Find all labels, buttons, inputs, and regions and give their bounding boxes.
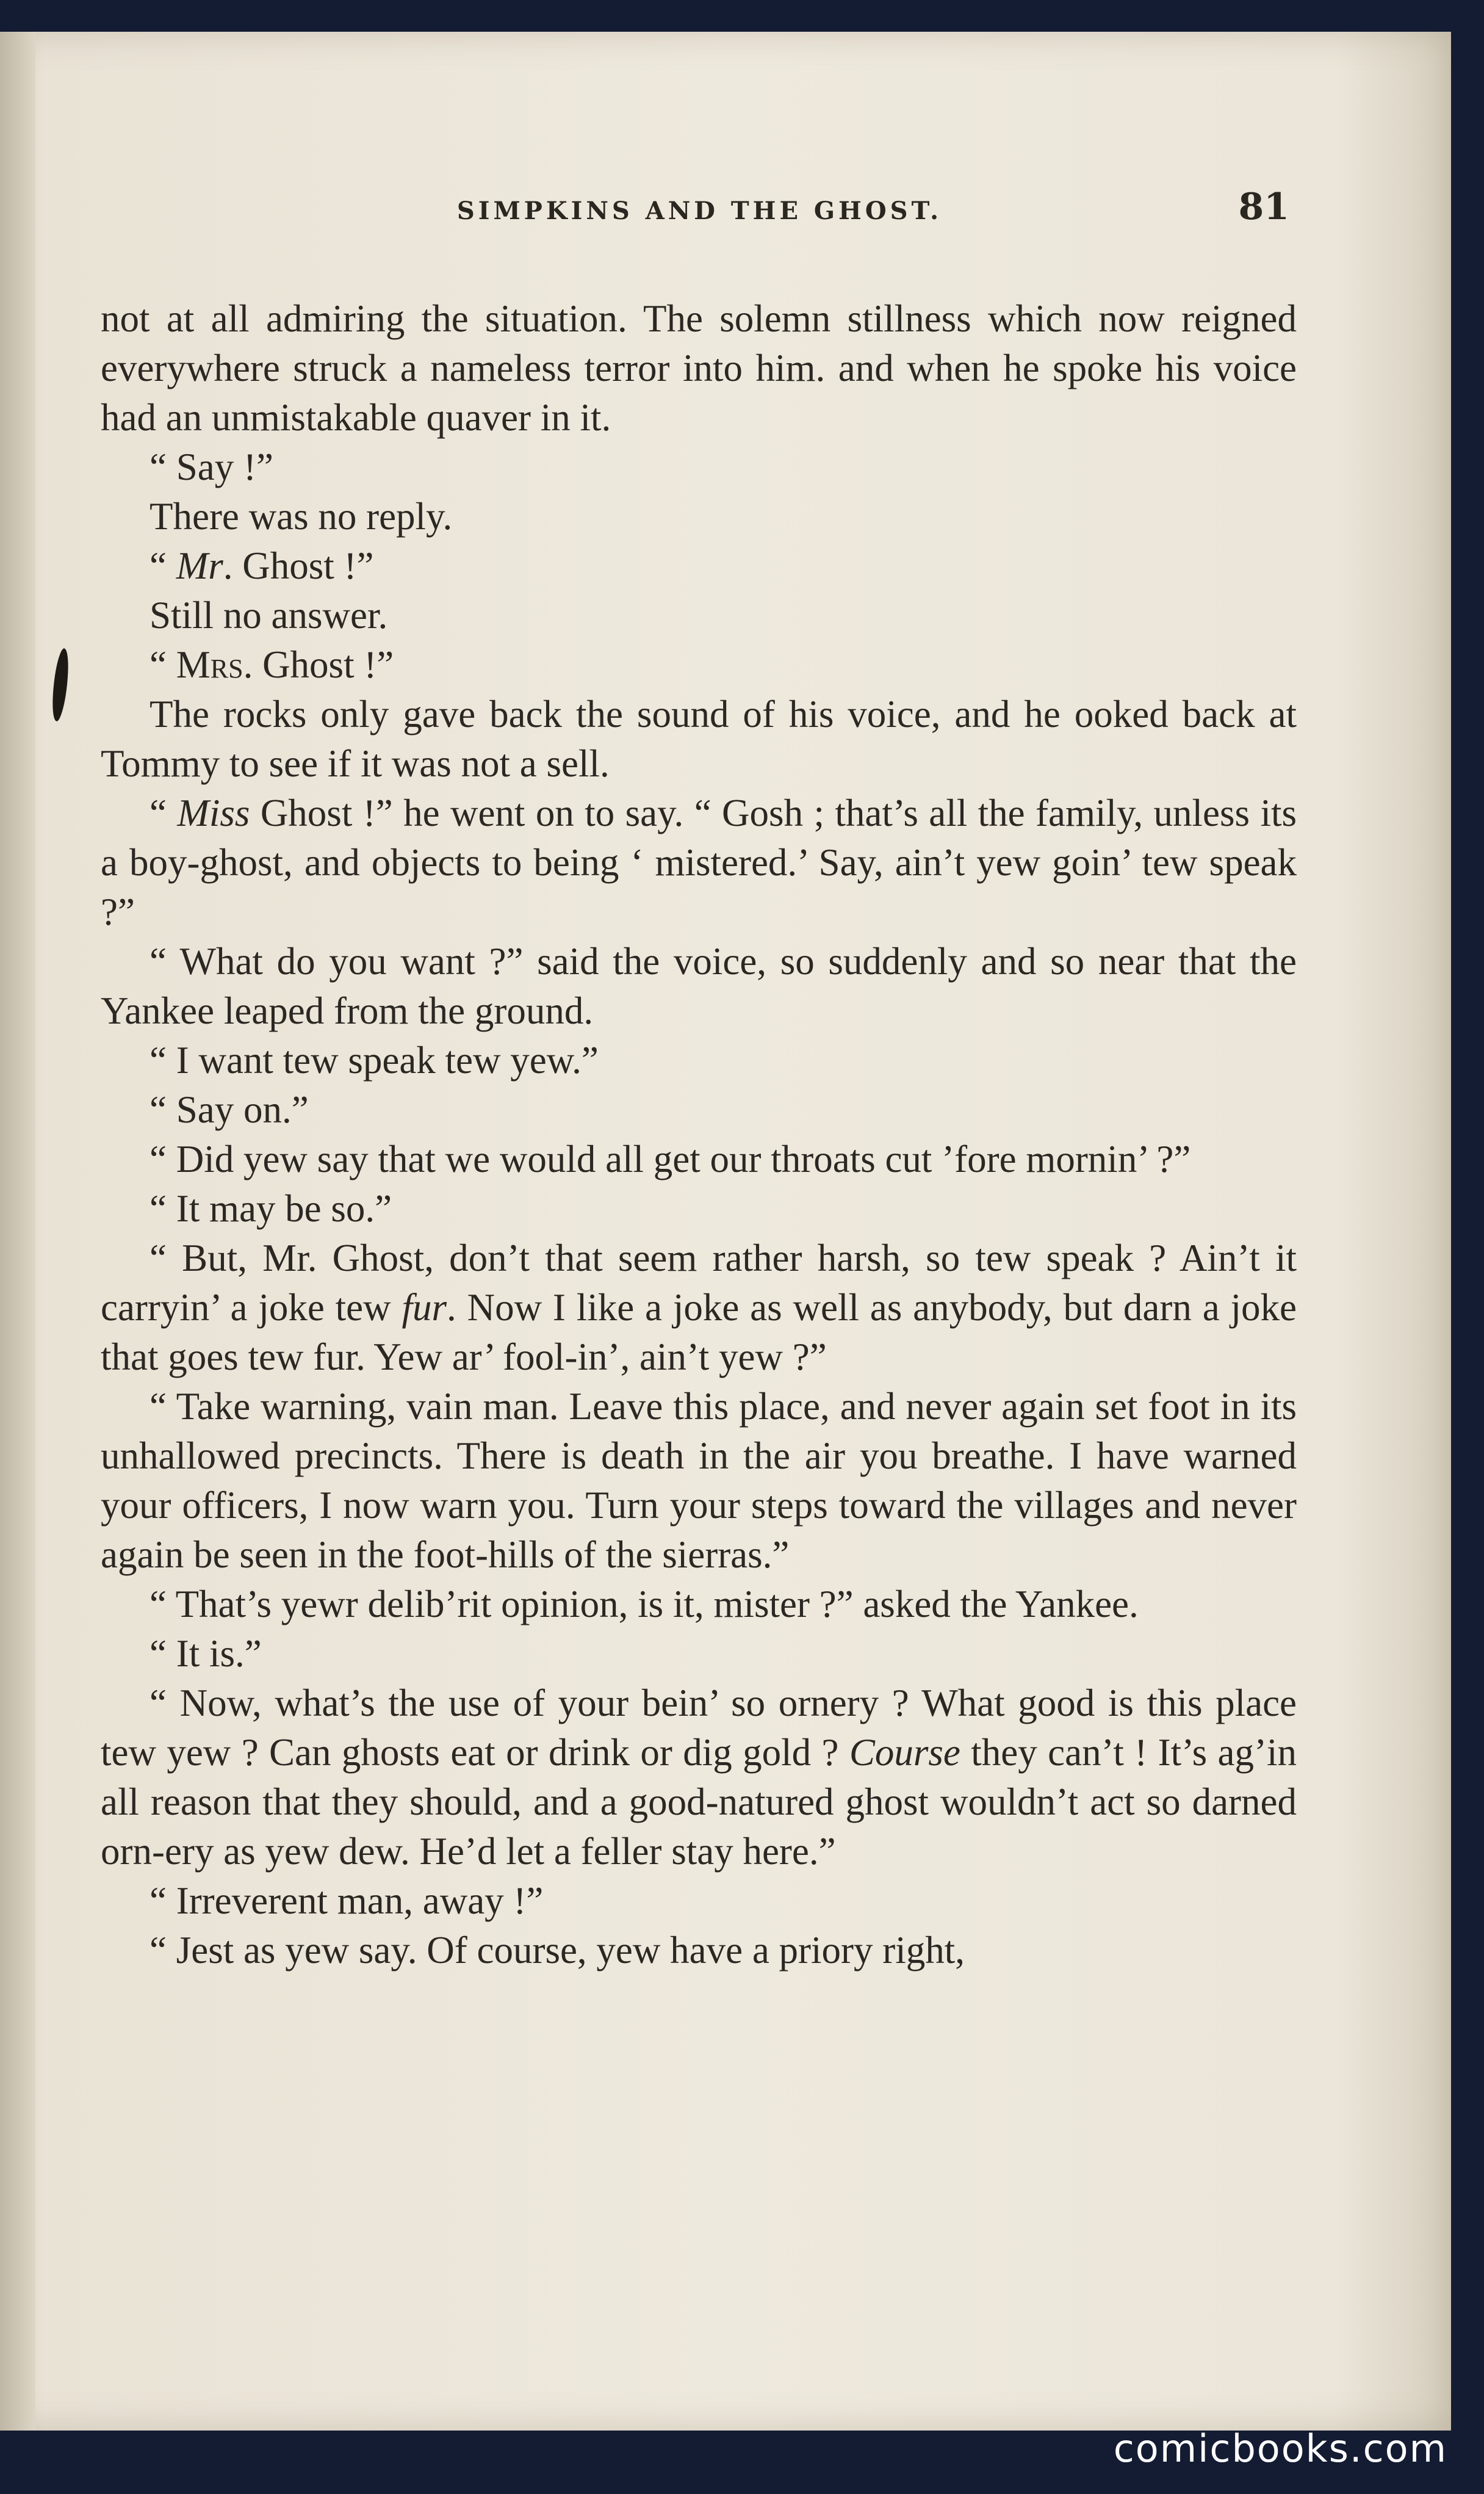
text-run: The rocks only gave back the sound of his voice, and he ooked back at Tommy to see if it was not a sell. [101, 693, 1297, 785]
book-page [0, 32, 1451, 2431]
text-run: Still no answer. [149, 594, 388, 637]
text-run: “ I want tew speak tew yew.” [149, 1039, 599, 1082]
paragraph [101, 443, 1297, 492]
watermark: comicbooks.com [1113, 2426, 1447, 2471]
text-run: Ghost !” he went on to say. “ Gosh ; that’s all the family, unless its a boy-ghost, and objects to being ‘ mistered.’ Say, ain’t yew goin’ tew speak ?” [101, 792, 1297, 933]
paragraph [101, 1184, 1297, 1234]
paragraph [101, 640, 1297, 690]
text-run: . Ghost !” [243, 643, 394, 686]
text-run: . Now I like a joke as well as anybody, but darn a joke that goes tew fur. Yew ar’ fool-in’, ain’t yew ?” [101, 1286, 1297, 1378]
paragraph [101, 1876, 1297, 1926]
paragraph [101, 294, 1297, 443]
text-run: “ [149, 792, 178, 834]
text-run: “ That’s yewr delib’rit opinion, is it, mister ?” asked the Yankee. [149, 1583, 1139, 1625]
text-run: “ Irreverent man, away !” [149, 1879, 544, 1922]
italic-text: Course [849, 1731, 960, 1774]
page-number: 81 [1238, 186, 1289, 228]
text-run: . Ghost !” [223, 544, 374, 587]
body-text [101, 294, 1297, 1975]
page-gutter [0, 32, 35, 2431]
text-run: “ Take warning, vain man. Leave this place, and never again set foot in its unhallowed precincts. There is death in the air you breathe. I have warned your officers, I now warn you. Turn your steps toward the villages and never again be seen in the foot-hills of the sierras.” [101, 1385, 1297, 1576]
paragraph [101, 1085, 1297, 1135]
paragraph [101, 1135, 1297, 1184]
text-run: “ [149, 643, 176, 686]
text-run: “ [149, 544, 176, 587]
text-run: “ Did yew say that we would all get our throats cut ’fore mornin’ ?” [149, 1138, 1191, 1180]
paragraph [101, 1580, 1297, 1629]
text-run: “ Now, what’s the use of your bein’ so ornery ? What good is this place tew yew ? Can ghosts eat or drink or dig gold ? [101, 1682, 1297, 1774]
paragraph [101, 690, 1297, 789]
paragraph [101, 1679, 1297, 1876]
smallcaps-text: Mrs [176, 643, 243, 686]
paragraph [101, 1926, 1297, 1975]
text-run: There was no reply. [149, 495, 453, 538]
text-run: not at all admiring the situation. The solemn stillness which now reigned everywhere struck a nameless terror into him. and when he spoke his voice had an unmistakable quaver in it. [101, 297, 1297, 439]
paragraph [101, 541, 1297, 591]
text-run: “ What do you want ?” said the voice, so suddenly and so near that the Yankee leaped from the ground. [101, 940, 1297, 1032]
text-run: they can’t ! It’s ag’in all reason that they should, and a good-natured ghost wouldn’t act so darned orn-ery as yew dew. He’d let a feller stay here.” [101, 1731, 1297, 1873]
text-run: “ But, Mr. Ghost, don’t that seem rather harsh, so tew speak ? Ain’t it carryin’ a joke tew [101, 1237, 1297, 1329]
text-run: “ Say !” [149, 446, 273, 488]
italic-text: Mr [176, 544, 223, 587]
ink-blot-mark [49, 648, 72, 722]
italic-text: fur [402, 1286, 447, 1329]
paragraph [101, 789, 1297, 937]
paragraph [101, 1234, 1297, 1382]
paragraph [101, 1036, 1297, 1085]
text-run: “ Say on.” [149, 1088, 309, 1131]
text-run: “ It may be so.” [149, 1187, 392, 1230]
paragraph [101, 1382, 1297, 1580]
paragraph [101, 492, 1297, 541]
paragraph [101, 591, 1297, 640]
running-head: SIMPKINS AND THE GHOST. [456, 197, 943, 225]
text-run: “ Jest as yew say. Of course, yew have a priory right, [149, 1929, 965, 1972]
paragraph [101, 937, 1297, 1036]
page-header [110, 172, 1289, 233]
paragraph [101, 1629, 1297, 1679]
italic-text: Miss [177, 792, 250, 834]
text-run: “ It is.” [149, 1632, 262, 1675]
